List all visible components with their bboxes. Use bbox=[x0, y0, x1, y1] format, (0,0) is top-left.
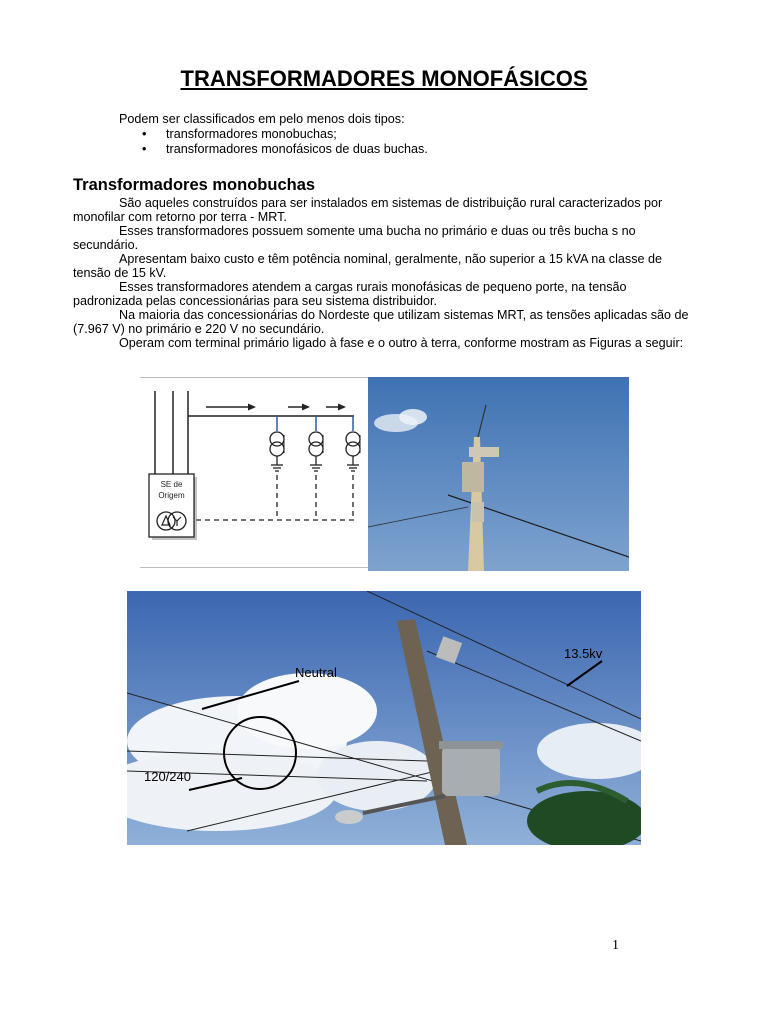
pole-photo-figure bbox=[368, 377, 629, 571]
voltage-label: 13.5kv bbox=[564, 646, 603, 661]
line-photo-figure bbox=[127, 591, 641, 845]
paragraph: São aqueles construídos para ser instalados em sistemas de distribuição rural caracterizados por monofilar com retorno por terra - MRT. bbox=[73, 196, 663, 224]
paragraph: Na maioria das concessionárias do Nordeste que utilizam sistemas MRT, as tensões aplicadas são de (7.967 V) no primário e 220 V no secundário. bbox=[73, 308, 689, 336]
section-body bbox=[73, 196, 698, 350]
paragraph: Operam com terminal primário ligado à fase e o outro à terra, conforme mostram as Figuras a seguir: bbox=[119, 336, 684, 350]
section-heading: Transformadores monobuchas bbox=[73, 176, 316, 194]
mrt-diagram bbox=[140, 377, 369, 571]
paragraph: Esses transformadores atendem a cargas rurais monofásicas de pequeno porte, na tensão padronizada pelas concessionárias para seu sistema distribuidor. bbox=[73, 280, 627, 308]
mrt-diagram-figure bbox=[140, 377, 369, 571]
paragraph: Esses transformadores possuem somente uma bucha no primário e duas ou três bucha s no secundário. bbox=[73, 224, 636, 252]
page-title: TRANSFORMADORES MONOFÁSICOS bbox=[180, 66, 588, 91]
intro-lead: Podem ser classificados em pelo menos dois tipos: bbox=[119, 112, 405, 126]
substation-label-2: Origem bbox=[158, 491, 185, 500]
secondary-voltage-label: 120/240 bbox=[144, 769, 191, 784]
intro bbox=[119, 112, 428, 157]
page-number: 1 bbox=[612, 938, 619, 953]
list-item: • transformadores monofásicos de duas buchas. bbox=[119, 142, 428, 157]
pole-photo bbox=[368, 377, 629, 571]
line-photo bbox=[127, 591, 641, 845]
type-list bbox=[119, 127, 428, 157]
substation-label-1: SE de bbox=[160, 480, 183, 489]
substation-box bbox=[149, 474, 197, 540]
neutral-label: Neutral bbox=[295, 665, 337, 680]
list-item: • transformadores monobuchas; bbox=[119, 127, 428, 142]
paragraph: Apresentam baixo custo e têm potência nominal, geralmente, não superior a 15 kVA na classe de tensão de 15 kV. bbox=[73, 252, 663, 280]
